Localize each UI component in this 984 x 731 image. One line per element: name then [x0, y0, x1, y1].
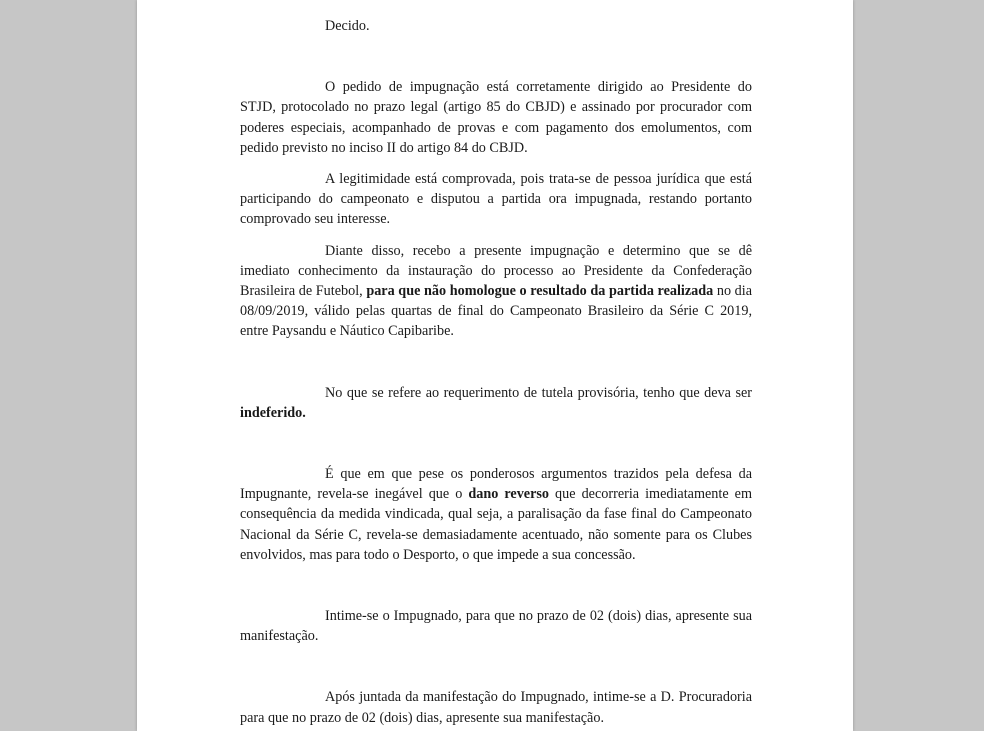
paragraph-text: É que em que pese os ponderosos argumentos trazidos pela defesa da Impugnante, revela-se inegável que o — [240, 466, 752, 503]
document-page — [137, 0, 853, 731]
paragraph-bold-text: indeferido. — [240, 404, 306, 421]
paragraph-bold-text: dano reverso — [468, 486, 550, 503]
paragraph-text: Intime-se o Impugnado, para que no prazo de 02 (dois) dias, apresente sua manifestação. — [240, 608, 752, 645]
document-body — [240, 16, 752, 728]
paragraph-decido — [240, 16, 752, 36]
paragraph-text: O pedido de impugnação está corretamente dirigido ao Presidente do STJD, protocolado no prazo legal (artigo 85 do CBJD) e assinado por procurador com poderes especiais, acompanhado de provas e com pagamento dos emolumentos, com pedido previsto no inciso II do artigo 84 do CBJD. — [240, 79, 752, 156]
paragraph-text: Decido. — [325, 18, 370, 34]
paragraph-text: Após juntada da manifestação do Impugnado, intime-se a D. Procuradoria para que no prazo de 02 (dois) dias, apresente sua manifestação. — [240, 689, 752, 726]
paragraph-intime-impugnado — [240, 606, 752, 646]
paragraph-text: no dia 08/09/2019, válido pelas quartas de final do Campeonato Brasileiro da Série C 2019, entre Paysandu e Náutico Capibaribe. — [240, 283, 752, 340]
paragraph-legitimidade — [240, 169, 752, 230]
paragraph-bold-text: para que não homologue o resultado da partida realizada — [366, 283, 714, 300]
paragraph-procuradoria — [240, 687, 752, 727]
paragraph-impugnacao-pedido — [240, 77, 752, 158]
paragraph-text: Diante disso, recebo a presente impugnação e determino que se dê imediato conhecimento da instauração do processo ao Presidente da Confederação Brasileira de Futebol, — [240, 242, 752, 300]
paragraph-text: A legitimidade está comprovada, pois trata-se de pessoa jurídica que está participando do campeonato e disputou a partida ora impugnada, restando portanto comprovado seu interesse. — [240, 171, 752, 228]
paragraph-text: que decorreria imediatamente em consequência da medida vindicada, qual seja, a paralisação da fase final do Campeonato Nacional da Série C, revela-se demasiadamente acentuado, não somente para os Clubes envolvidos, mas para todo o Desporto, o que impede a sua concessão. — [240, 486, 753, 563]
paragraph-text: No que se refere ao requerimento de tutela provisória, tenho que deva ser — [325, 384, 752, 401]
paragraph-determinacao — [240, 241, 752, 342]
paragraph-dano-reverso — [240, 464, 752, 565]
paragraph-tutela — [240, 383, 752, 423]
